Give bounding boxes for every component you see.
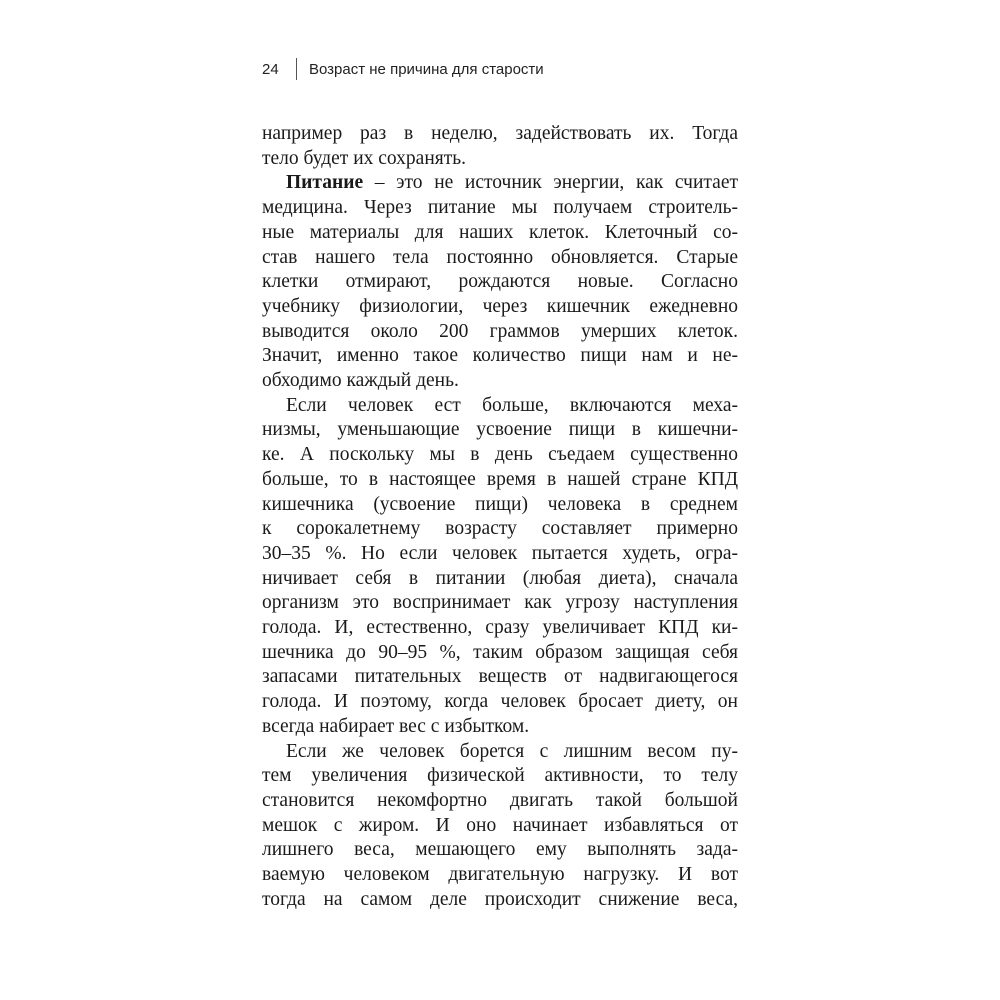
line-text: Если же человек борется с лишним весом пу- [286,740,738,762]
line-text: кишечника (усвоение пищи) человека в среднем [262,493,738,515]
text-line [262,221,738,246]
line-text: выводится около 200 граммов умерших клеток. [262,320,738,342]
line-text: низмы, уменьшающие усвоение пищи в кишечни- [262,419,738,441]
text-line [262,838,738,863]
line-text: организм это воспринимает как угрозу наступления [262,592,738,614]
line-text: клетки отмирают, рождаются новые. Согласно [262,271,738,293]
text-line [262,147,738,172]
text-line [262,789,738,814]
bold-term: Питание [286,172,364,194]
line-text: ные материалы для наших клеток. Клеточный со- [262,221,738,243]
text-line [262,122,738,147]
page-number: 24 [262,60,279,78]
text-line [262,320,738,345]
text-line [262,493,738,518]
line-text: например раз в неделю, задействовать их. Тогда [262,123,738,144]
text-line [262,468,738,493]
line-text: голода. И, естественно, сразу увеличивает КПД ки- [262,617,738,639]
line-text: ничивает себя в питании (любая диета), сначала [262,567,738,589]
line-text: тело будет их сохранять. [262,147,467,169]
body-text [262,122,738,913]
paragraph [262,394,738,740]
text-line [262,418,738,443]
text-line [262,591,738,616]
line-text: становится некомфортно двигать такой большой [262,789,738,811]
text-line [262,641,738,666]
paragraph [262,740,738,913]
line-text: – это не источник энергии, как считает [363,172,738,194]
text-line [262,665,738,690]
text-line [262,196,738,221]
text-line [262,888,738,913]
line-text: тогда на самом деле происходит снижение веса, [262,888,738,910]
text-line [262,715,738,740]
paragraph [262,171,738,393]
line-text: запасами питательных веществ от надвигающегося [262,666,738,688]
text-line [262,542,738,567]
line-text: обходимо каждый день. [262,370,459,392]
text-line [262,814,738,839]
text-line [262,344,738,369]
line-text: лишнего веса, мешающего ему выполнять зада- [262,839,738,861]
line-text: ваемую человеком двигательную нагрузку. И вот [262,864,738,886]
line-text: мешок с жиром. И оно начинает избавляться от [262,814,738,836]
running-title: Возраст не причина для старости [309,60,544,78]
line-text: голода. И поэтому, когда человек бросает диету, он [262,691,738,713]
line-text: Если человек ест больше, включаются меха- [286,394,738,416]
text-line [262,690,738,715]
line-text: к сорокалетнему возрасту составляет примерно [262,518,738,540]
line-text: шечника до 90–95 %, таким образом защищая себя [262,641,738,663]
line-text: учебнику физиологии, через кишечник ежедневно [262,295,738,317]
text-line [262,295,738,320]
text-line [262,517,738,542]
line-text: медицина. Через питание мы получаем строитель- [262,197,738,219]
text-line [262,863,738,888]
text-line [262,567,738,592]
text-line [262,443,738,468]
text-line [262,171,738,196]
text-line [262,369,738,394]
text-line [262,246,738,271]
paragraph [262,122,738,171]
running-header [262,58,544,80]
text-line [262,616,738,641]
text-line [262,270,738,295]
text-line [262,394,738,419]
line-text: Значит, именно такое количество пищи нам и не- [262,345,738,367]
header-divider [296,58,297,80]
text-line [262,740,738,765]
text-line [262,764,738,789]
line-text: ке. А поскольку мы в день съедаем существенно [262,444,738,466]
line-text: больше, то в настоящее время в нашей стране КПД [262,468,738,490]
line-text: став нашего тела постоянно обновляется. Старые [262,246,738,268]
line-text: 30–35 %. Но если человек пытается худеть, огра- [262,542,738,564]
line-text: тем увеличения физической активности, то телу [262,765,738,787]
line-text: всегда набирает вес с избытком. [262,715,530,737]
